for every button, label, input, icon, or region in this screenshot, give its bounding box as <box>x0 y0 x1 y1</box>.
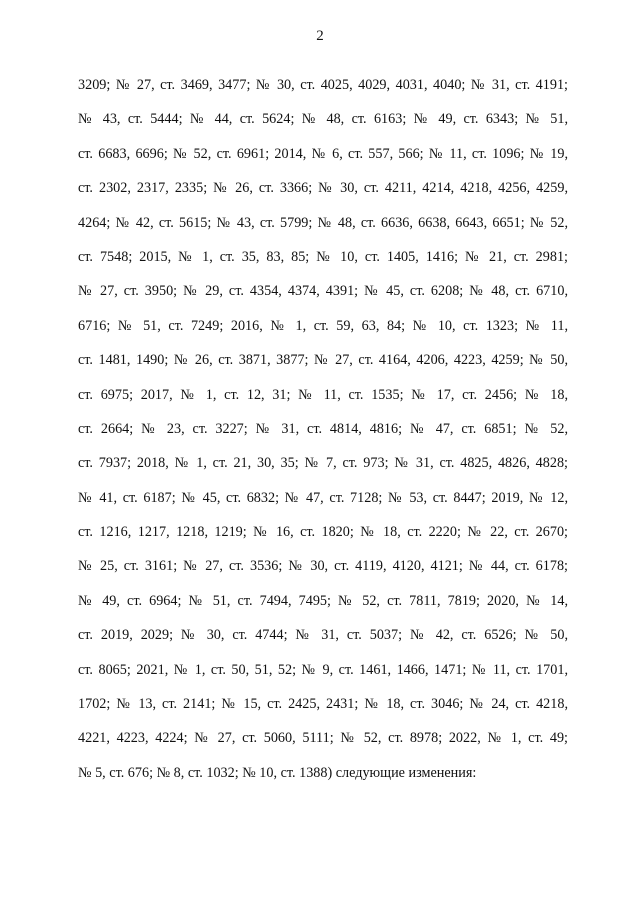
text-line: ст. 8065; 2021, № 1, ст. 50, 51, 52; № 9, ст. 1461, 1466, 1471; № 11, ст. 1701, <box>78 661 568 678</box>
text-line: 1702; № 13, ст. 2141; № 15, ст. 2425, 2431; № 18, ст. 3046; № 24, ст. 4218, <box>78 696 568 713</box>
text-line: 6716; № 51, ст. 7249; 2016, № 1, ст. 59, 63, 84; № 10, ст. 1323; № 11, <box>78 317 568 334</box>
text-line: 4221, 4223, 4224; № 27, ст. 5060, 5111; № 52, ст. 8978; 2022, № 1, ст. 49; <box>78 730 568 747</box>
text-line: ст. 1216, 1217, 1218, 1219; № 16, ст. 1820; № 18, ст. 2220; № 22, ст. 2670; <box>78 524 568 541</box>
text-line: № 41, ст. 6187; № 45, ст. 6832; № 47, ст. 7128; № 53, ст. 8447; 2019, № 12, <box>78 489 568 506</box>
text-line: ст. 6683, 6696; № 52, ст. 6961; 2014, № 6, ст. 557, 566; № 11, ст. 1096; № 19, <box>78 145 568 162</box>
text-line: 4264; № 42, ст. 5615; № 43, ст. 5799; № 48, ст. 6636, 6638, 6643, 6651; № 52, <box>78 214 568 231</box>
document-body-text <box>78 75 568 797</box>
page-number: 2 <box>316 28 324 44</box>
text-line: ст. 2019, 2029; № 30, ст. 4744; № 31, ст. 5037; № 42, ст. 6526; № 50, <box>78 627 568 644</box>
text-line: ст. 7937; 2018, № 1, ст. 21, 30, 35; № 7, ст. 973; № 31, ст. 4825, 4826, 4828; <box>78 455 568 472</box>
text-line: ст. 2664; № 23, ст. 3227; № 31, ст. 4814, 4816; № 47, ст. 6851; № 52, <box>78 420 568 437</box>
text-line-last: № 5, ст. 676; № 8, ст. 1032; № 10, ст. 1388) следующие изменения: <box>78 764 477 781</box>
text-line: ст. 7548; 2015, № 1, ст. 35, 83, 85; № 10, ст. 1405, 1416; № 21, ст. 2981; <box>78 248 568 265</box>
text-line: ст. 6975; 2017, № 1, ст. 12, 31; № 11, ст. 1535; № 17, ст. 2456; № 18, <box>78 386 568 403</box>
text-line: № 25, ст. 3161; № 27, ст. 3536; № 30, ст. 4119, 4120, 4121; № 44, ст. 6178; <box>78 558 568 575</box>
text-line: ст. 2302, 2317, 2335; № 26, ст. 3366; № 30, ст. 4211, 4214, 4218, 4256, 4259, <box>78 180 568 197</box>
text-line: № 43, ст. 5444; № 44, ст. 5624; № 48, ст. 6163; № 49, ст. 6343; № 51, <box>78 111 568 128</box>
text-line: 3209; № 27, ст. 3469, 3477; № 30, ст. 4025, 4029, 4031, 4040; № 31, ст. 4191; <box>78 77 568 93</box>
text-line: № 49, ст. 6964; № 51, ст. 7494, 7495; № 52, ст. 7811, 7819; 2020, № 14, <box>78 592 568 609</box>
text-line: № 27, ст. 3950; № 29, ст. 4354, 4374, 4391; № 45, ст. 6208; № 48, ст. 6710, <box>78 283 568 300</box>
text-line: ст. 1481, 1490; № 26, ст. 3871, 3877; № 27, ст. 4164, 4206, 4223, 4259; № 50, <box>78 352 568 369</box>
